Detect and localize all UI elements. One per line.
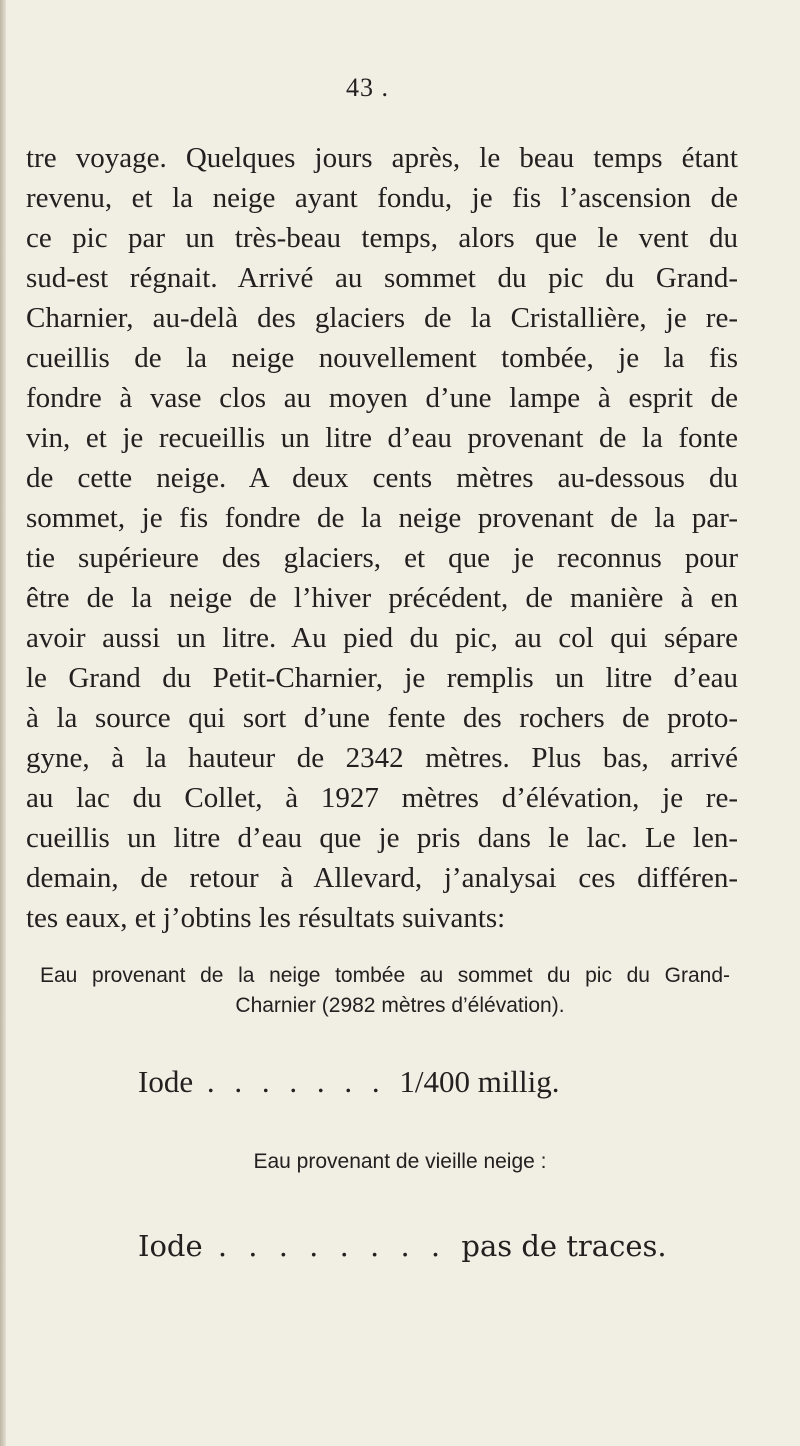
paragraph-line: avoir aussi un litre. Au pied du pic, au col qui sépare xyxy=(26,622,738,654)
paragraph-line: demain, de retour à Allevard, j’analysai ces différen- xyxy=(26,862,738,894)
paragraph-line: cueillis un litre d’eau que je pris dans le lac. Le len- xyxy=(26,822,738,854)
paragraph-line: de cette neige. A deux cents mètres au-dessous du xyxy=(26,462,738,494)
page-number: 43 . xyxy=(346,73,389,102)
paragraph-line: ce pic par un très-beau temps, alors que le vent du xyxy=(26,222,738,254)
paragraph-line: gyne, à la hauteur de 2342 mètres. Plus bas, arrivé xyxy=(26,742,738,774)
paragraph-line: être de la neige de l’hiver précédent, de manière à en xyxy=(26,582,738,614)
paragraph-line: cueillis de la neige nouvellement tombée, je la fis xyxy=(26,342,738,374)
paragraph-line: tre voyage. Quelques jours après, le beau temps étant xyxy=(26,142,738,174)
result-value: pas de traces. xyxy=(461,1229,667,1263)
result-leader-dots: . . . . . . . xyxy=(206,1064,386,1099)
result-label: Iode xyxy=(138,1064,194,1099)
paragraph-line: fondre à vase clos au moyen d’une lampe à esprit de xyxy=(26,382,738,414)
result-row-iodine-fresh-snow xyxy=(138,1060,560,1104)
result-value: 1/400 millig. xyxy=(399,1064,560,1099)
paragraph-line: tie supérieure des glaciers, et que je reconnus pour xyxy=(26,542,738,574)
paragraph-line: tes eaux, et j’obtins les résultats suivants: xyxy=(26,902,506,934)
paragraph-line: le Grand du Petit-Charnier, je remplis un litre d’eau xyxy=(26,662,738,694)
paragraph-line: à la source qui sort d’une fente des rochers de proto- xyxy=(26,702,738,734)
result-leader-dots: . . . . . . . . xyxy=(217,1229,447,1263)
result-label: Iode xyxy=(138,1229,203,1263)
paragraph-line: sud-est régnait. Arrivé au sommet du pic du Grand- xyxy=(26,262,738,294)
paragraph-line: revenu, et la neige ayant fondu, je fis l’ascension de xyxy=(26,182,738,214)
result-row-iodine-old-snow xyxy=(138,1224,667,1268)
first-sample-caption: Eau provenant de la neige tombée au sommet du pic du Grand- xyxy=(40,964,730,987)
first-sample-caption-continued: Charnier (2982 mètres d’élévation). xyxy=(235,994,565,1017)
page-binding-edge xyxy=(0,0,6,1446)
paragraph-line: au lac du Collet, à 1927 mètres d’élévation, je re- xyxy=(26,782,738,814)
paragraph-line: vin, et je recueillis un litre d’eau provenant de la fonte xyxy=(26,422,738,454)
second-sample-caption: Eau provenant de vieille neige : xyxy=(253,1150,547,1173)
paragraph-line: Charnier, au-delà des glaciers de la Cristallière, je re- xyxy=(26,302,738,334)
paragraph-line: sommet, je fis fondre de la neige provenant de la par- xyxy=(26,502,738,534)
